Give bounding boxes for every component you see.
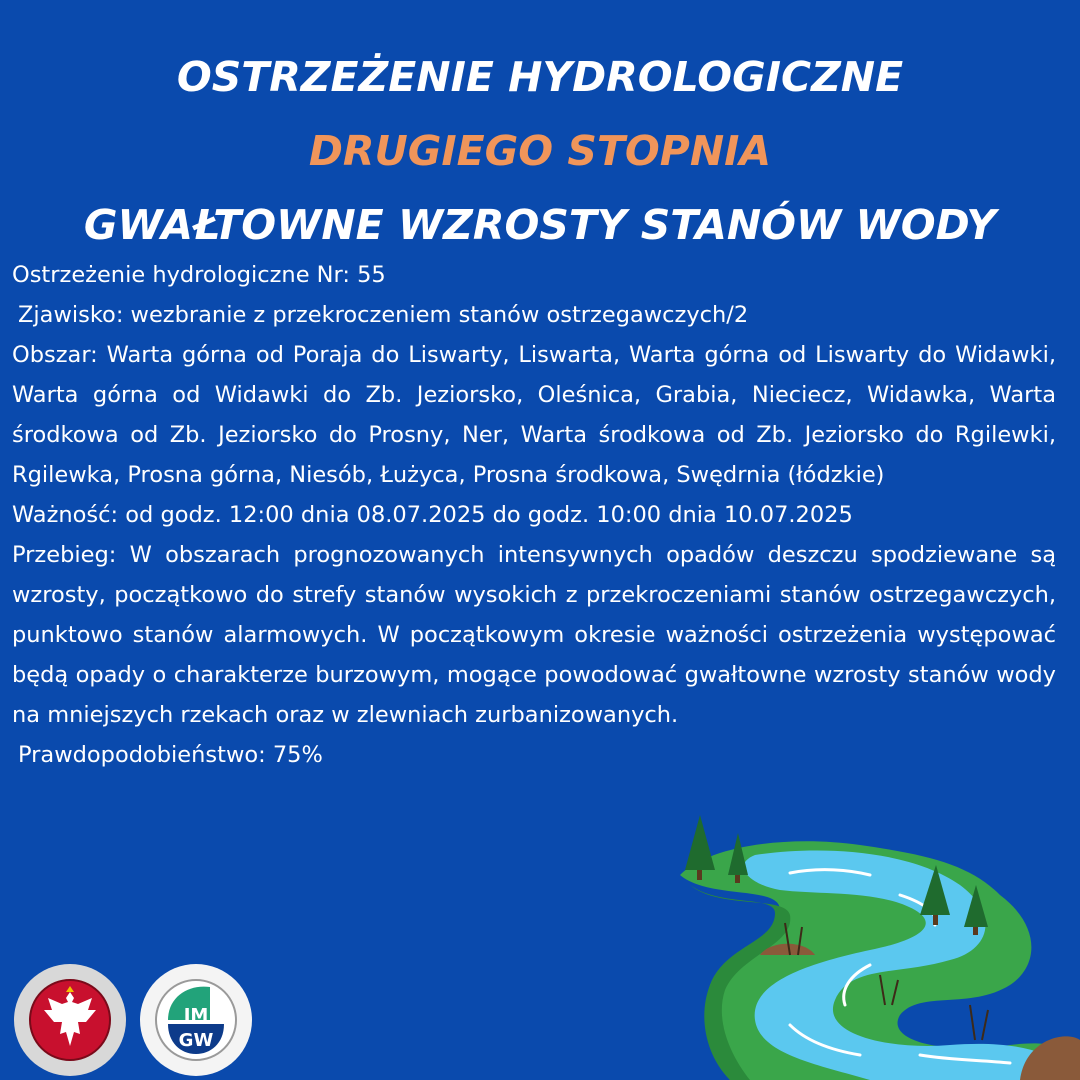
river-illustration: [670, 815, 1080, 1080]
title-line-2: DRUGIEGO STOPNIA: [308, 127, 772, 175]
title-block: [0, 40, 1080, 262]
warning-probability: Prawdopodobieństwo: 75%: [18, 742, 323, 768]
imgw-logo: [138, 962, 254, 1078]
voivodeship-office-seal: [12, 962, 128, 1078]
warning-area: Obszar: Warta górna od Poraja do Liswarty, Liswarta, Warta górna od Liswarty do Widawki, Warta górna od Widawki do Zb. Jeziorsko, Oleśnica, Grabia, Nieciecz, Widawka, Warta środkowa od Zb. Jeziorsko do Prosny, Ner, Warta środkowa od Zb. Jeziorsko do Rgilewki, Rgilewka, Prosna górna, Niesób, Łużyca, Prosna środkowa, Swędrnia (łódzkie): [12, 342, 1056, 488]
rock: [1020, 1036, 1080, 1080]
warning-phenomenon: Zjawisko: wezbranie z przekroczeniem stanów ostrzegawczych/2: [18, 302, 749, 328]
warning-course: Przebieg: W obszarach prognozowanych intensywnych opadów deszczu spodziewane są wzrosty, początkowo do strefy stanów wysokich z przekroczeniami stanów ostrzegawczych, punktowo stanów alarmowych. W początkowym okresie ważności ostrzeżenia występować będą opady o charakterze burzowym, mogące powodować gwałtowne wzrosty stanów wody na mniejszych rzekach oraz w zlewniach zurbanizowanych.: [12, 542, 1056, 728]
warning-number: Ostrzeżenie hydrologiczne Nr: 55: [12, 262, 386, 288]
svg-text:GW: GW: [178, 1030, 214, 1051]
imgw-logo-text: IM: [183, 1005, 209, 1026]
title-line-3: GWAŁTOWNE WZROSTY STANÓW WODY: [83, 201, 997, 249]
title-line-1: OSTRZEŻENIE HYDROLOGICZNE: [176, 53, 904, 101]
warning-validity: Ważność: od godz. 12:00 dnia 08.07.2025 do godz. 10:00 dnia 10.07.2025: [12, 502, 853, 528]
warning-text: [12, 255, 1056, 775]
